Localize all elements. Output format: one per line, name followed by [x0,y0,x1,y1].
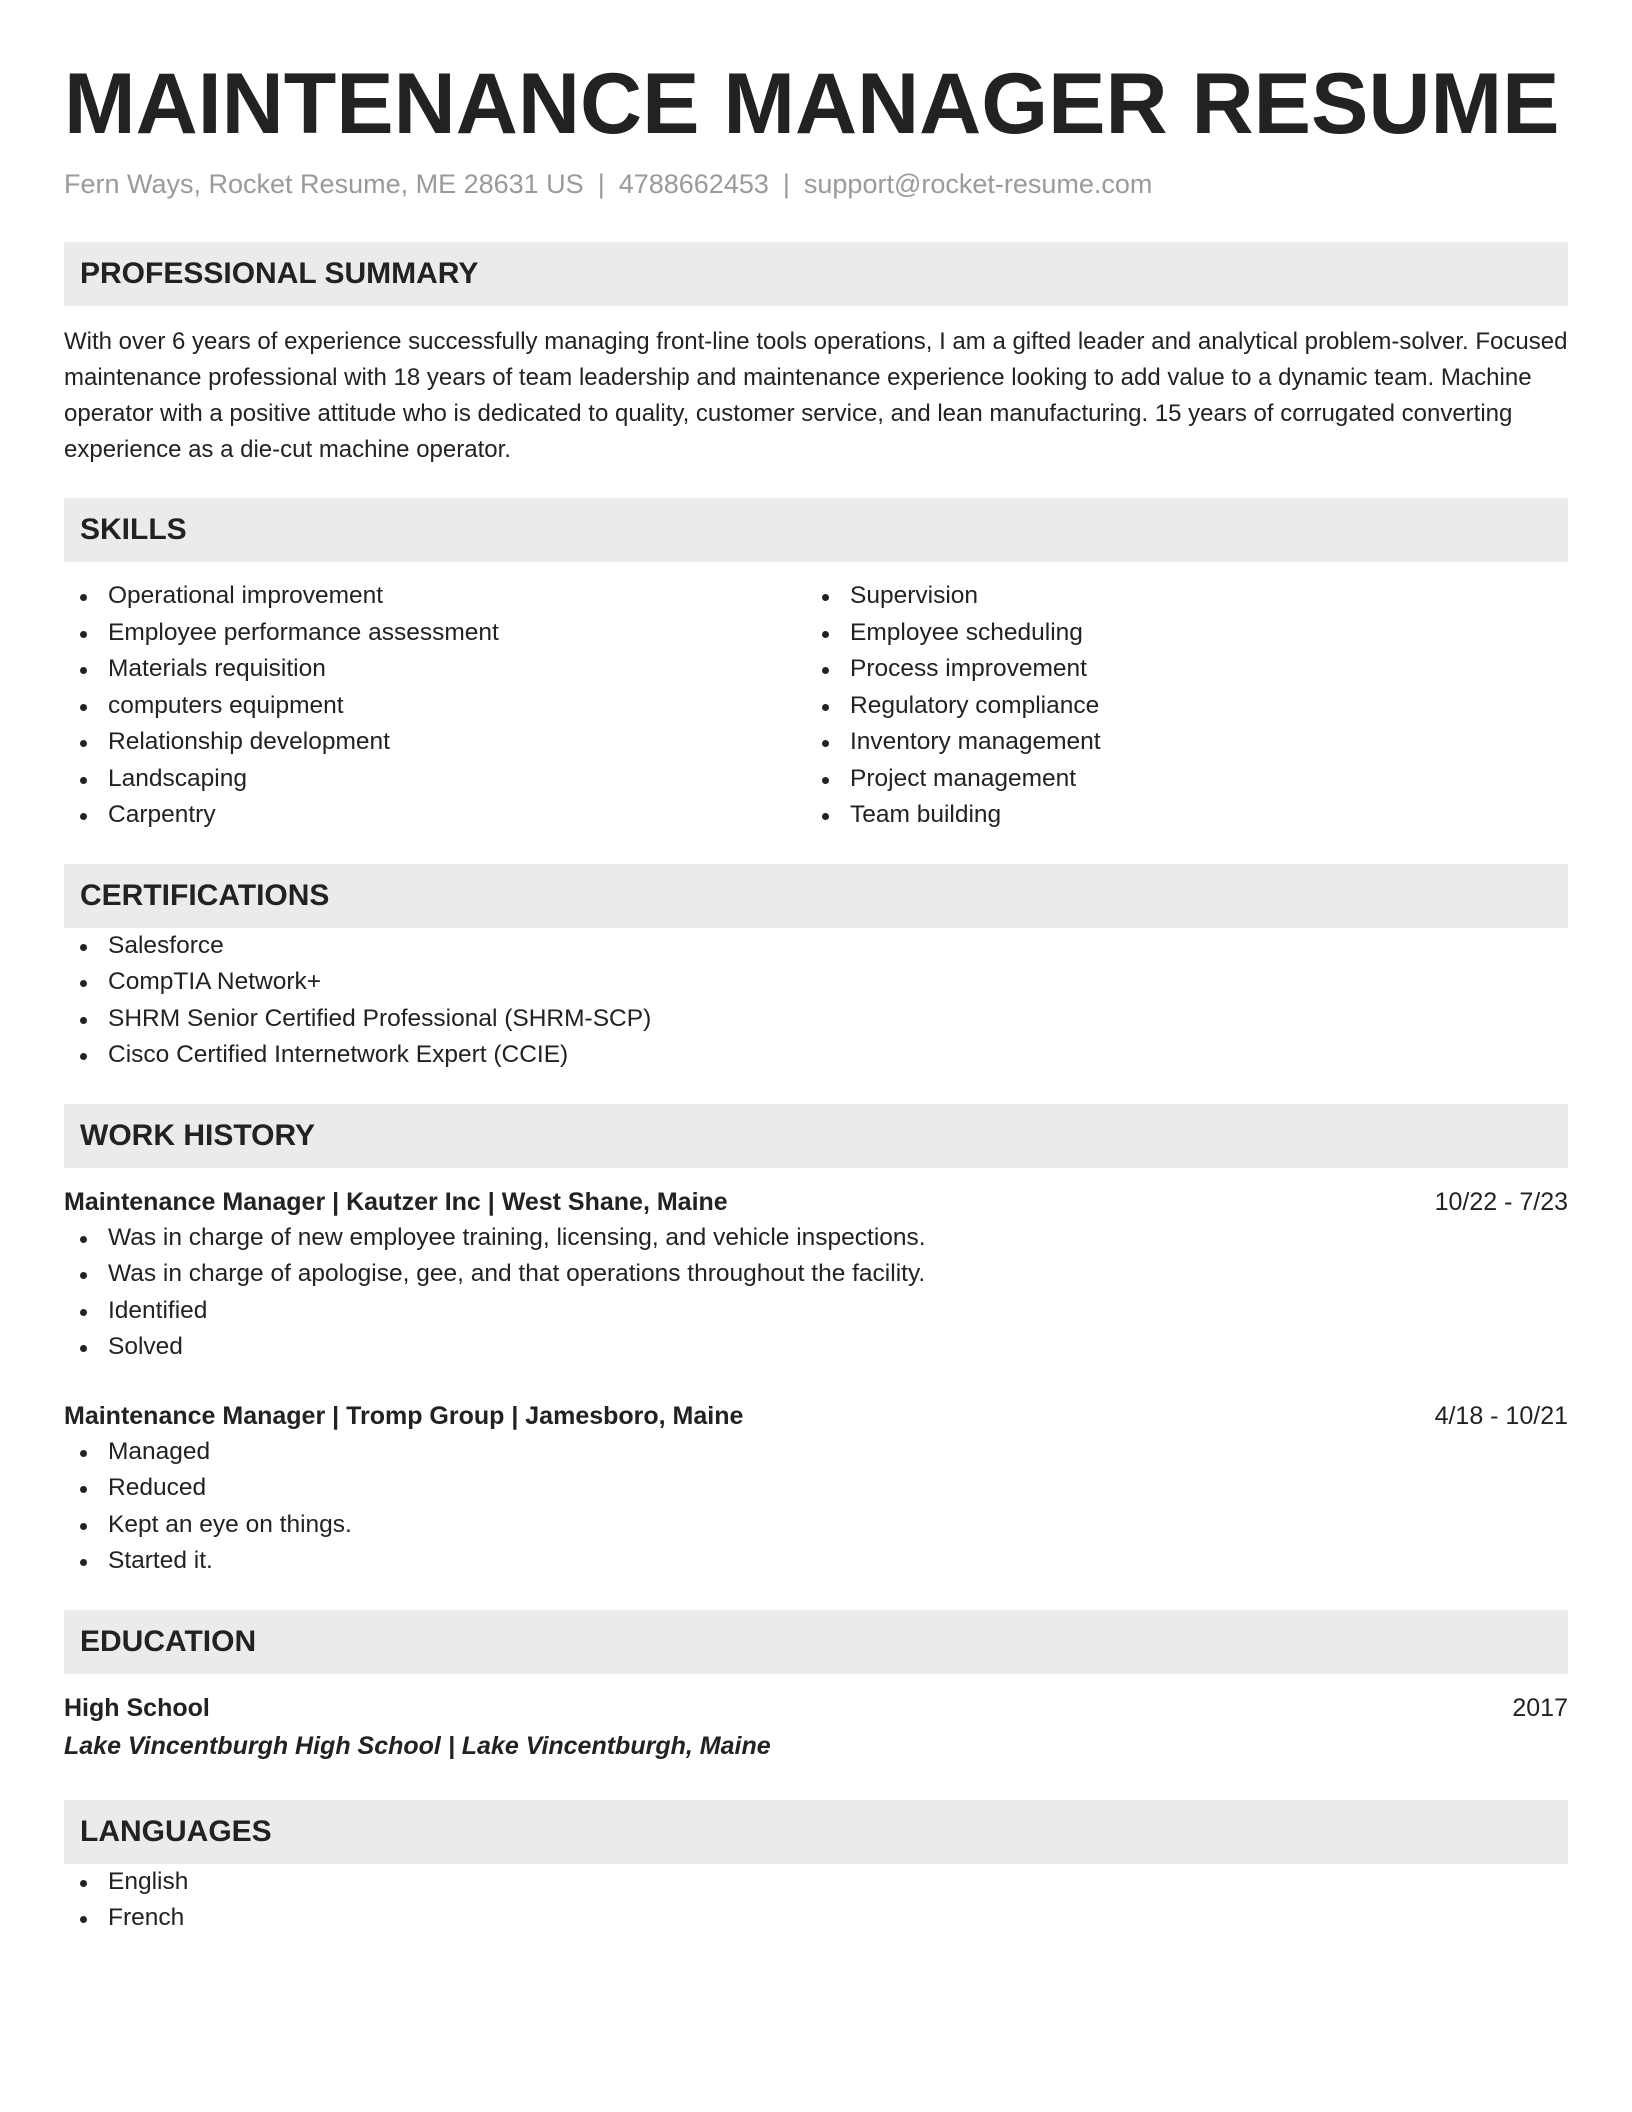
skill-item: Process improvement [806,651,1548,688]
skill-item: computers equipment [64,688,806,725]
resume-title: MAINTENANCE MANAGER RESUME [64,56,1560,152]
contact-separator: | [782,169,790,199]
contact-separator: | [597,169,605,199]
education-school: Lake Vincentburgh High School | Lake Vincentburgh, Maine [64,1731,771,1760]
skill-item: Project management [806,761,1548,798]
skill-item: Employee scheduling [806,615,1548,652]
skill-item: Operational improvement [64,578,806,615]
job-dates: 4/18 - 10/21 [1434,1401,1568,1430]
education-header [64,1690,1568,1726]
skills-heading: SKILLS [64,498,1568,562]
job-bullet: Solved [64,1329,1568,1366]
skill-item: Employee performance assessment [64,615,806,652]
job-header [64,1398,1568,1434]
skill-item: Landscaping [64,761,806,798]
job-title: Maintenance Manager | Tromp Group | Jamesboro, Maine [64,1401,744,1430]
contact-email: support@rocket-resume.com [803,169,1153,199]
language-item: English [64,1864,1568,1901]
skill-item: Materials requisition [64,651,806,688]
skill-item: Supervision [806,578,1548,615]
job-bullet: Reduced [64,1470,1568,1507]
certification-item: Cisco Certified Internetwork Expert (CCIE) [64,1037,1568,1074]
job-bullet: Was in charge of new employee training, licensing, and vehicle inspections. [64,1220,1568,1257]
certification-item: Salesforce [64,928,1568,965]
contact-address: Fern Ways, Rocket Resume, ME 28631 US [64,169,584,199]
job-bullet: Identified [64,1293,1568,1330]
language-item: French [64,1900,1568,1937]
job-title: Maintenance Manager | Kautzer Inc | West Shane, Maine [64,1187,728,1216]
summary-text: With over 6 years of experience successfully managing front-line tools operations, I am a gifted leader and analytical problem-solver. Focused maintenance professional with 18 years of team leadership and maintenance experience looking to add value to a dynamic team. Machine operator with a positive attitude who is dedicated to quality, customer service, and lean manufacturing. 15 years of corrugated converting experience as a die-cut machine operator. [64,328,1568,463]
certifications-list [64,928,1568,1074]
job-dates: 10/22 - 7/23 [1434,1187,1568,1216]
skill-item: Carpentry [64,797,806,834]
contact-line [64,166,1568,202]
skill-item: Relationship development [64,724,806,761]
job-bullet: Was in charge of apologise, gee, and that operations throughout the facility. [64,1256,1568,1293]
languages-heading: LANGUAGES [64,1800,1568,1864]
job-bullet: Kept an eye on things. [64,1507,1568,1544]
skills-list [64,578,1568,834]
skill-item: Inventory management [806,724,1548,761]
education-heading: EDUCATION [64,1610,1568,1674]
job-bullets [64,1434,1568,1580]
certification-item: CompTIA Network+ [64,964,1568,1001]
contact-phone: 4788662453 [618,169,769,199]
certification-item: SHRM Senior Certified Professional (SHRM-SCP) [64,1001,1568,1038]
job-header [64,1184,1568,1220]
certifications-heading: CERTIFICATIONS [64,864,1568,928]
skills-column-left [64,578,806,834]
education-entry [64,1690,1568,1764]
education-year: 2017 [1512,1693,1568,1722]
work-history-heading: WORK HISTORY [64,1104,1568,1168]
job-entry [64,1398,1568,1580]
languages-list [64,1864,1568,1937]
job-entry [64,1184,1568,1366]
summary-heading: PROFESSIONAL SUMMARY [64,242,1568,306]
skill-item: Team building [806,797,1548,834]
job-bullet: Managed [64,1434,1568,1471]
education-degree: High School [64,1693,210,1722]
job-bullet: Started it. [64,1543,1568,1580]
job-bullets [64,1220,1568,1366]
skills-column-right [806,578,1548,834]
skill-item: Regulatory compliance [806,688,1548,725]
